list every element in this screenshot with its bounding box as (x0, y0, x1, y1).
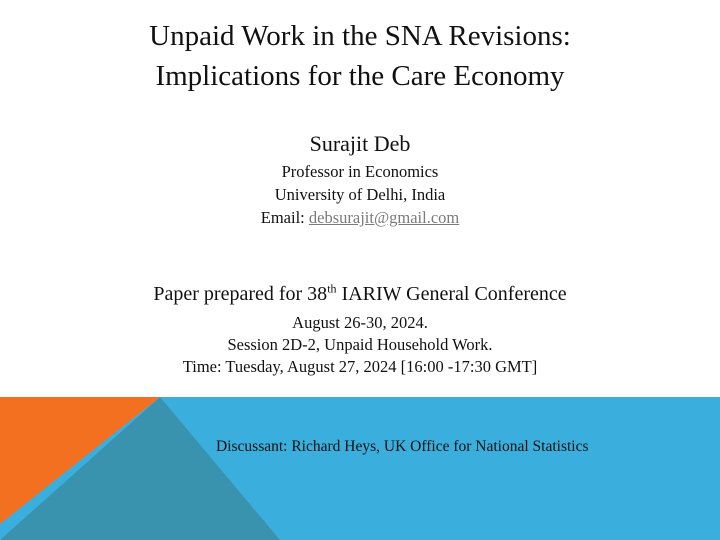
session-time: Time: Tuesday, August 27, 2024 [16:00 -17:30 GMT] (182, 357, 538, 376)
paper-ordinal-suffix: th (327, 281, 337, 296)
slide-title-line-2: Implications for the Care Economy (155, 60, 565, 92)
email-label: Email: (260, 208, 305, 227)
email-link[interactable]: debsurajit@gmail.com (308, 208, 460, 227)
paper-suffix: IARIW General Conference (336, 283, 567, 305)
slide-title-line-1: Unpaid Work in the SNA Revisions: (149, 20, 571, 52)
email-line (0, 207, 720, 229)
author-role: Professor in Economics (281, 162, 439, 181)
paper-line (0, 281, 720, 307)
session-info: Session 2D-2, Unpaid Household Work. (227, 335, 493, 354)
conference-dates: August 26-30, 2024. (292, 313, 428, 332)
paper-prefix: Paper prepared for 38 (153, 283, 328, 305)
author-affiliation: University of Delhi, India (274, 185, 446, 204)
discussant-line: Discussant: Richard Heys, UK Office for National Statistics (216, 438, 589, 455)
decorative-footer-band (0, 397, 720, 540)
author-name: Surajit Deb (309, 131, 411, 156)
